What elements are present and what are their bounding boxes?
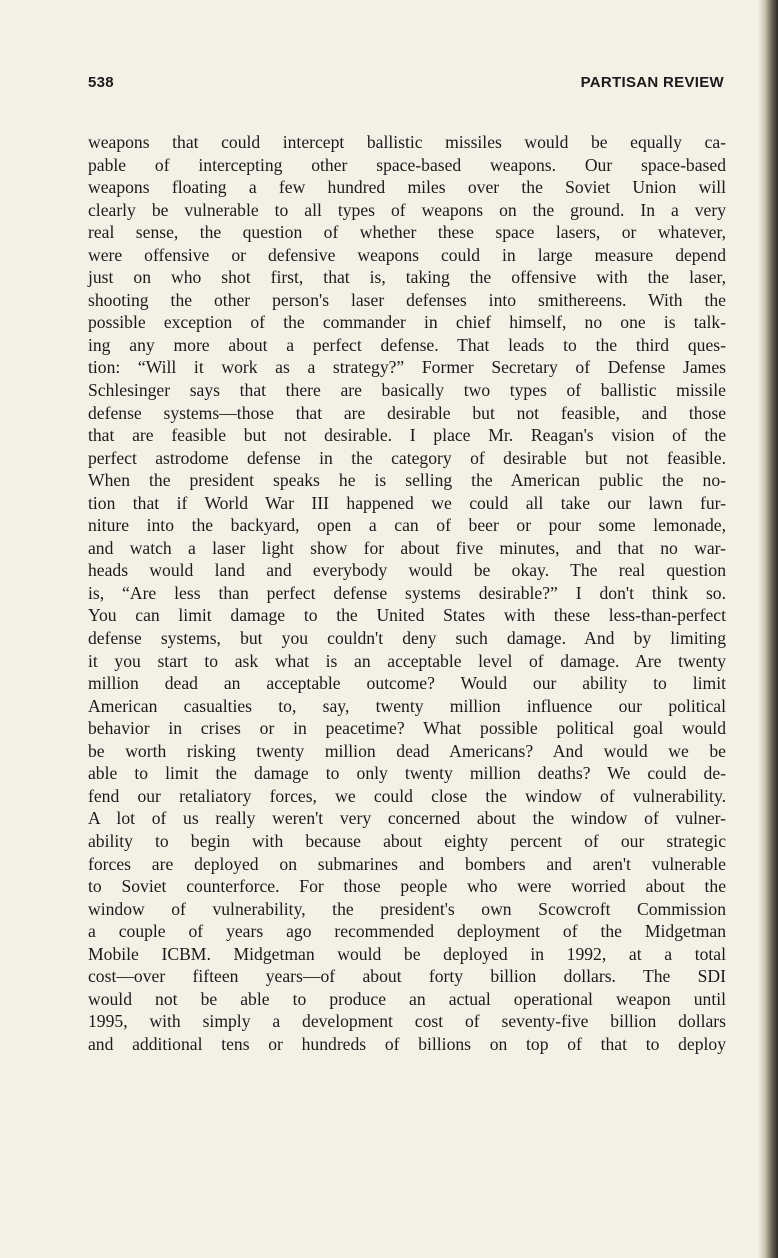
text-line: a couple of years ago recommended deployment of the Midgetman [88,921,726,942]
text-line: American casualties to, say, twenty million influence our political [88,695,726,716]
text-line: clearly be vulnerable to all types of weapons on the ground. In a very [88,199,726,220]
text-line: perfect astrodome defense in the category of desirable but not feasible. [88,447,726,468]
text-line: that are feasible but not desirable. I place Mr. Reagan's vision of the [88,425,726,446]
text-line: and watch a laser light show for about five minutes, and that no war- [88,537,726,558]
text-line: defense systems—those that are desirable but not feasible, and those [88,402,726,423]
text-line: ing any more about a perfect defense. That leads to the third ques- [88,334,726,355]
text-line: niture into the backyard, open a can of beer or pour some lemonade, [88,515,726,536]
text-line: 1995, with simply a development cost of seventy-five billion dollars [88,1011,726,1032]
text-line: weapons that could intercept ballistic missiles would be equally ca- [88,132,726,152]
text-line: window of vulnerability, the president's own Scowcroft Commission [88,898,726,919]
text-line: forces are deployed on submarines and bombers and aren't vulnerable [88,853,726,874]
text-line: to Soviet counterforce. For those people who were worried about the [88,876,726,897]
text-line: You can limit damage to the United States with these less-than-perfect [88,605,726,626]
text-line: A lot of us really weren't very concerned about the window of vulner- [88,808,726,829]
running-head [88,74,724,98]
text-line: weapons floating a few hundred miles over the Soviet Union will [88,177,726,198]
binding-shadow [758,0,778,1258]
text-line: real sense, the question of whether these space lasers, or whatever, [88,222,726,243]
text-line: Mobile ICBM. Midgetman would be deployed in 1992, at a total [88,943,726,964]
text-line: be worth risking twenty million dead Americans? And would we be [88,740,726,761]
page-number: 538 [88,74,114,91]
text-line: possible exception of the commander in chief himself, no one is talk- [88,312,726,333]
text-line: and additional tens or hundreds of billions on top of that to deploy [88,1033,726,1054]
text-line: tion that if World War III happened we could all take our lawn fur- [88,492,726,513]
text-line: When the president speaks he is selling the American public the no- [88,470,726,491]
text-line: fend our retaliatory forces, we could close the window of vulnerability. [88,785,726,806]
text-line: able to limit the damage to only twenty million deaths? We could de- [88,763,726,784]
text-line: pable of intercepting other space-based weapons. Our space-based [88,154,726,175]
text-line: would not be able to produce an actual operational weapon until [88,988,726,1009]
text-line: is, “Are less than perfect defense systems desirable?” I don't think so. [88,582,726,603]
text-line: heads would land and everybody would be okay. The real question [88,560,726,581]
text-line: million dead an acceptable outcome? Would our ability to limit [88,673,726,694]
body-text [88,131,726,1055]
text-line: Schlesinger says that there are basically two types of ballistic missile [88,380,726,401]
text-line: just on who shot first, that is, taking the offensive with the laser, [88,267,726,288]
text-line: ability to begin with because about eighty percent of our strategic [88,830,726,851]
text-line: cost—over fifteen years—of about forty billion dollars. The SDI [88,966,726,987]
text-line: were offensive or defensive weapons could in large measure depend [88,244,726,265]
journal-title: PARTISAN REVIEW [580,74,724,91]
text-line: behavior in crises or in peacetime? What possible political goal would [88,718,726,739]
text-line: shooting the other person's laser defenses into smithereens. With the [88,289,726,310]
text-line: tion: “Will it work as a strategy?” Former Secretary of Defense James [88,357,726,378]
text-line: it you start to ask what is an acceptable level of damage. Are twenty [88,650,726,671]
text-line: defense systems, but you couldn't deny such damage. And by limiting [88,628,726,649]
